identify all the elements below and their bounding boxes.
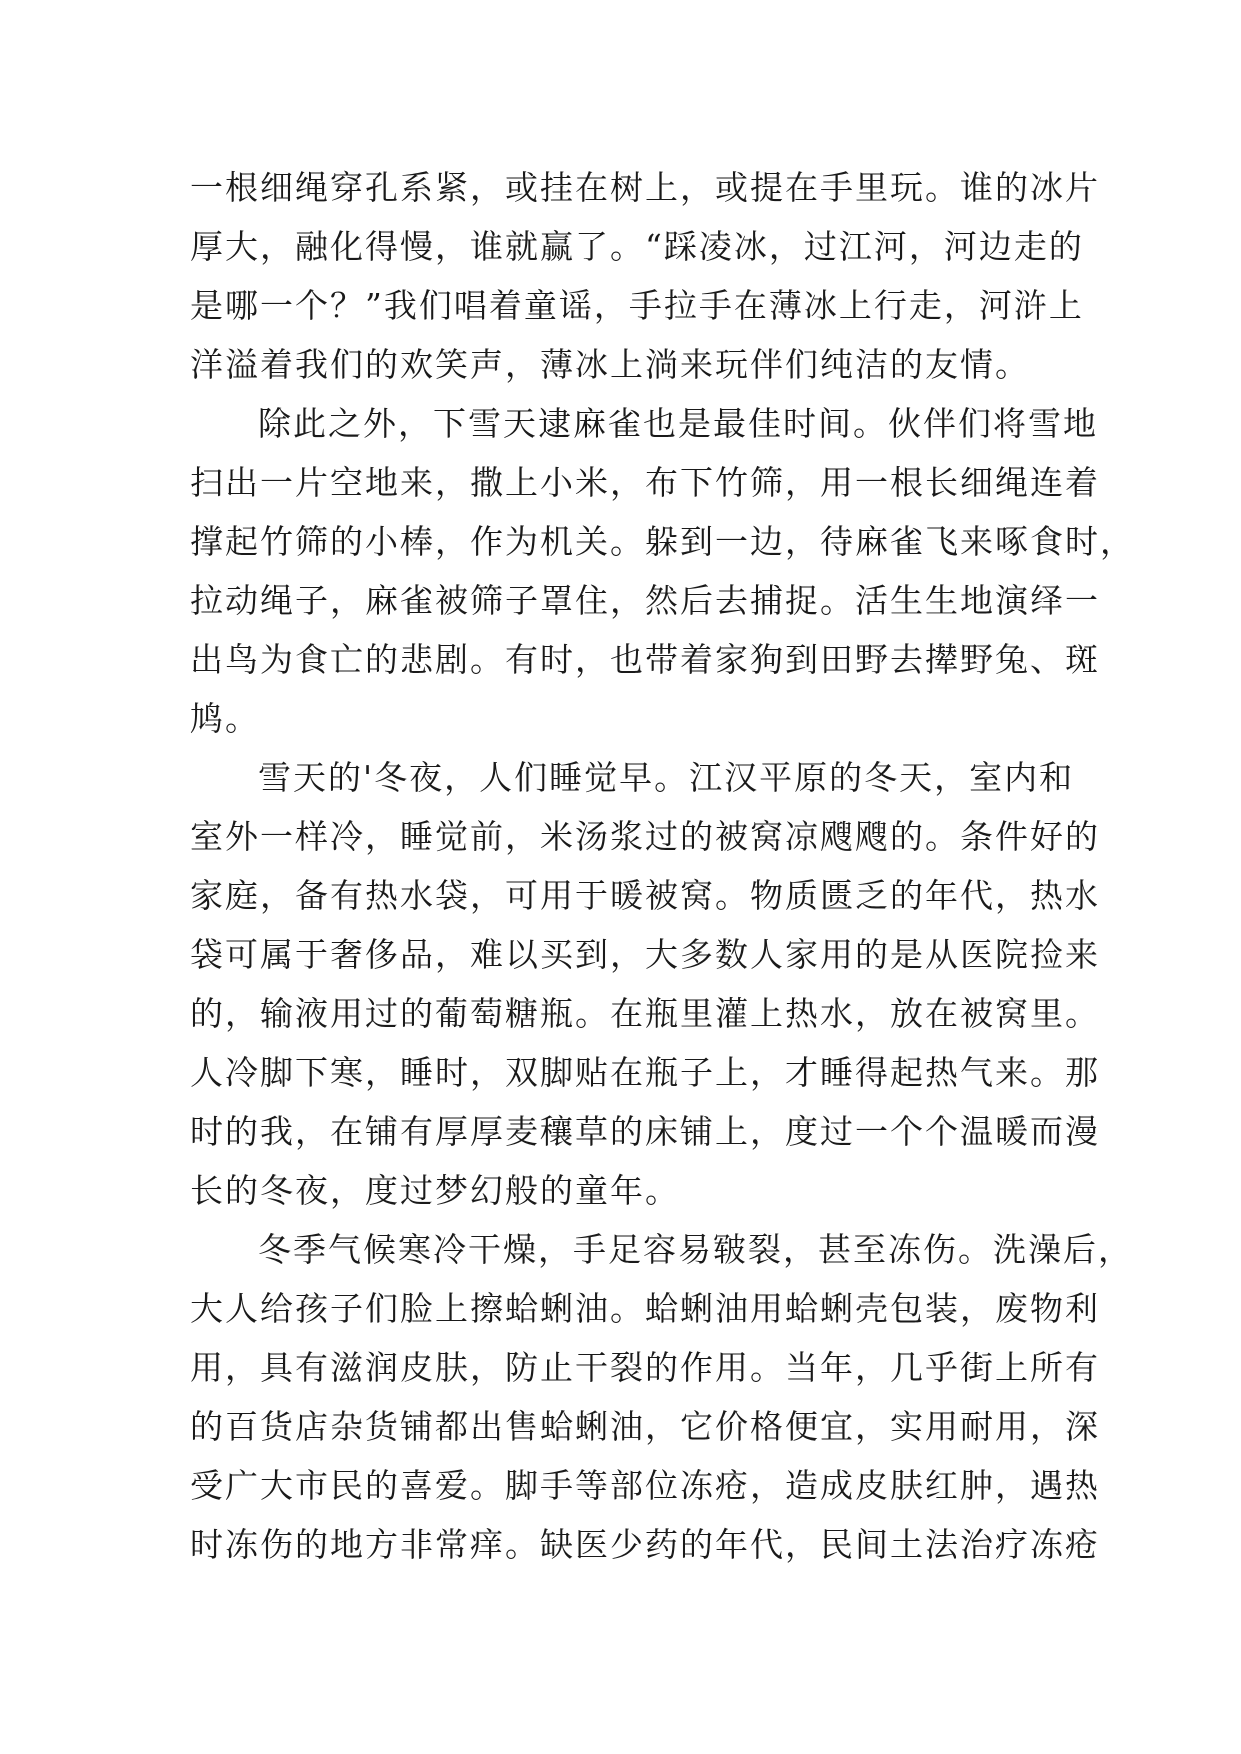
text-line: 除此之外，下雪天逮麻雀也是最佳时间。伙伴们将雪地	[258, 404, 1098, 443]
text-line: 时冻伤的地方非常痒。缺医少药的年代，民间土法治疗冻疮	[190, 1525, 1100, 1564]
text-line: 一根细绳穿孔系紧，或挂在树上，或提在手里玩。谁的冰片	[190, 168, 1100, 207]
text-line: 时的我，在铺有厚厚麦穰草的床铺上，度过一个个温暖而漫	[190, 1112, 1100, 1151]
text-line: 撑起竹筛的小棒，作为机关。躲到一边，待麻雀飞来啄食时，	[190, 522, 1135, 561]
text-line: 的，输液用过的葡萄糖瓶。在瓶里灌上热水，放在被窝里。	[190, 994, 1100, 1033]
text-line: 鸠。	[190, 699, 260, 738]
text-line: 袋可属于奢侈品，难以买到，大多数人家用的是从医院捡来	[190, 935, 1100, 974]
text-line: 人冷脚下寒，睡时，双脚贴在瓶子上，才睡得起热气来。那	[190, 1053, 1100, 1092]
text-line: 家庭，备有热水袋，可用于暖被窝。物质匮乏的年代，热水	[190, 876, 1100, 915]
text-line: 扫出一片空地来，撒上小米，布下竹筛，用一根长细绳连着	[190, 463, 1100, 502]
text-line: 长的冬夜，度过梦幻般的童年。	[190, 1171, 680, 1210]
text-line: 大人给孩子们脸上擦蛤蜊油。蛤蜊油用蛤蜊壳包装，废物利	[190, 1289, 1100, 1328]
text-line: 是哪一个？”我们唱着童谣，手拉手在薄冰上行走，河浒上	[190, 286, 1084, 325]
text-line: 出鸟为食亡的悲剧。有时，也带着家狗到田野去撵野兔、斑	[190, 640, 1100, 679]
text-line: 冬季气候寒冷干燥，手足容易皲裂，甚至冻伤。洗澡后，	[258, 1230, 1133, 1269]
text-line: 的百货店杂货铺都出售蛤蜊油，它价格便宜，实用耐用，深	[190, 1407, 1100, 1446]
text-line: 雪天的'冬夜，人们睡觉早。江汉平原的冬天，室内和	[258, 758, 1075, 797]
text-line: 拉动绳子，麻雀被筛子罩住，然后去捕捉。活生生地演绎一	[190, 581, 1100, 620]
text-line: 厚大，融化得慢，谁就赢了。“踩凌冰，过江河，河边走的	[190, 227, 1084, 266]
text-line: 室外一样冷，睡觉前，米汤浆过的被窝凉飕飕的。条件好的	[190, 817, 1100, 856]
body-text	[190, 158, 1135, 1574]
text-line: 受广大市民的喜爱。脚手等部位冻疮，造成皮肤红肿，遇热	[190, 1466, 1100, 1505]
text-line: 洋溢着我们的欢笑声，薄冰上淌来玩伴们纯洁的友情。	[190, 345, 1030, 384]
text-line: 用，具有滋润皮肤，防止干裂的作用。当年，几乎街上所有	[190, 1348, 1100, 1387]
